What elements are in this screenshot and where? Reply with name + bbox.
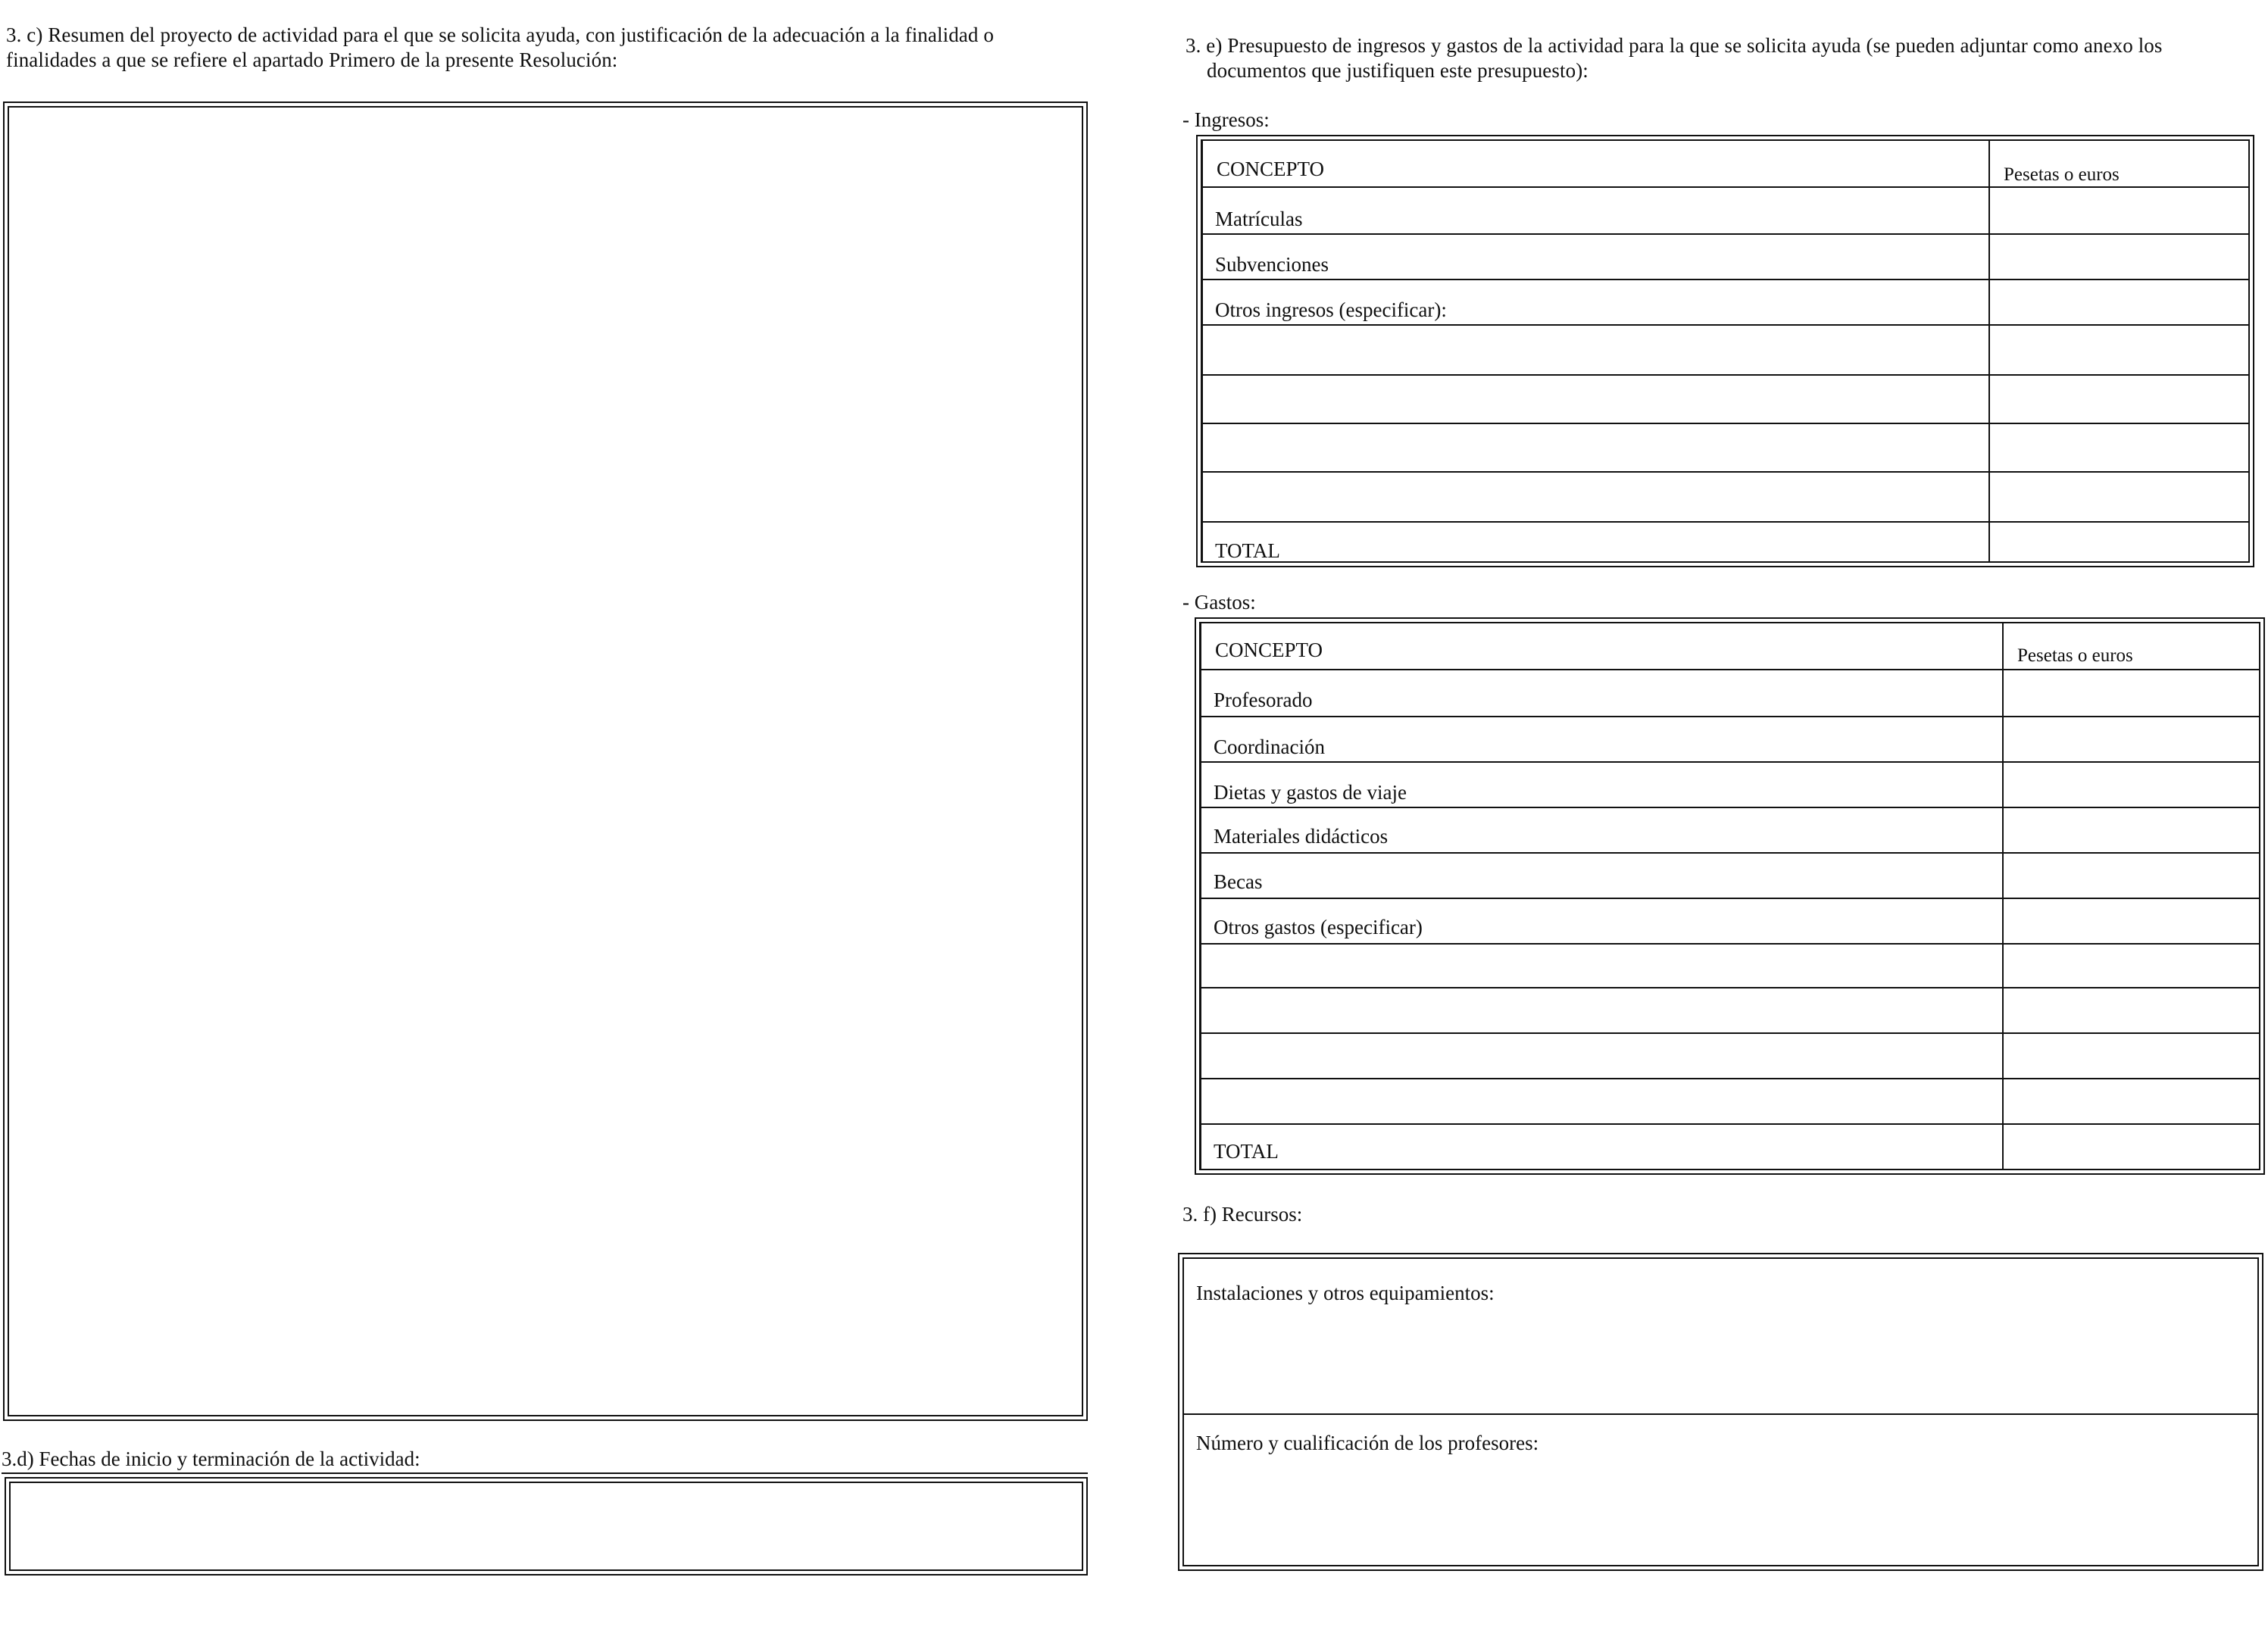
table-row[interactable] — [1203, 473, 2248, 523]
ingresos-label: - Ingresos: — [1182, 108, 1270, 131]
table-row[interactable] — [1203, 326, 2248, 376]
ingresos-row-label: Matrículas — [1215, 208, 1303, 230]
gastos-label: - Gastos: — [1182, 591, 1256, 614]
ingresos-header-amount: Pesetas o euros — [2004, 164, 2120, 185]
section-d-rule — [2, 1472, 1088, 1474]
gastos-row-label: Coordinación — [1214, 735, 1325, 758]
gastos-header-row — [1201, 623, 2259, 670]
gastos-table — [1195, 617, 2265, 1175]
section-c-heading-line2: finalidades a que se refiere el apartado Primero de la presente Resolución: — [6, 48, 618, 71]
section-e-heading — [1186, 33, 2261, 83]
gastos-row-label: Profesorado — [1214, 689, 1313, 711]
project-summary-field[interactable] — [3, 101, 1088, 1421]
table-row[interactable] — [1201, 899, 2259, 945]
section-c-heading-line1: 3. c) Resumen del proyecto de actividad para el que se solicita ayuda, con justificación de la adecuación a la finalidad o — [6, 23, 994, 46]
ingresos-row-label: Otros ingresos (especificar): — [1215, 298, 1447, 321]
section-d-heading: 3.d) Fechas de inicio y terminación de la actividad: — [2, 1447, 420, 1470]
table-row[interactable] — [1201, 763, 2259, 808]
table-row[interactable] — [1201, 1034, 2259, 1079]
ingresos-total-row[interactable] — [1203, 523, 2248, 564]
section-f-heading: 3. f) Recursos: — [1182, 1203, 1303, 1226]
table-row[interactable] — [1203, 188, 2248, 235]
section-e-heading-line1: 3. e) Presupuesto de ingresos y gastos de la actividad para la que se solicita ayuda (se pueden adjuntar como anexo los — [1186, 34, 2163, 57]
teachers-label: Número y cualificación de los profesores: — [1196, 1432, 1539, 1454]
gastos-row-label: Dietas y gastos de viaje — [1214, 781, 1407, 804]
table-row[interactable] — [1201, 988, 2259, 1034]
facilities-label: Instalaciones y otros equipamientos: — [1196, 1282, 1495, 1304]
facilities-field[interactable] — [1184, 1307, 2257, 1413]
activity-dates-field[interactable] — [5, 1477, 1088, 1575]
table-row[interactable] — [1203, 280, 2248, 326]
resources-box — [1178, 1253, 2263, 1571]
gastos-total-row[interactable] — [1201, 1125, 2259, 1170]
teachers-field[interactable] — [1184, 1457, 2257, 1556]
table-row[interactable] — [1201, 945, 2259, 988]
ingresos-header-concept: CONCEPTO — [1217, 158, 1325, 180]
ingresos-header-row — [1203, 141, 2248, 188]
gastos-row-label: Becas — [1214, 870, 1263, 893]
section-c-heading — [6, 23, 1097, 73]
ingresos-table — [1196, 135, 2254, 567]
ingresos-total-label: TOTAL — [1215, 539, 1280, 562]
table-row[interactable] — [1201, 1079, 2259, 1125]
table-row[interactable] — [1203, 235, 2248, 280]
section-e-heading-line2: documentos que justifiquen este presupuesto): — [1207, 59, 1589, 82]
gastos-total-label: TOTAL — [1214, 1140, 1279, 1163]
ingresos-row-label: Subvenciones — [1215, 253, 1329, 276]
table-row[interactable] — [1201, 808, 2259, 854]
table-row[interactable] — [1201, 670, 2259, 717]
gastos-header-concept: CONCEPTO — [1215, 639, 1323, 661]
table-row[interactable] — [1201, 854, 2259, 899]
table-row[interactable] — [1203, 376, 2248, 424]
gastos-row-label: Otros gastos (especificar) — [1214, 916, 1423, 938]
gastos-row-label: Materiales didácticos — [1214, 825, 1389, 848]
table-row[interactable] — [1201, 717, 2259, 763]
table-row[interactable] — [1203, 424, 2248, 473]
gastos-header-amount: Pesetas o euros — [2017, 645, 2133, 666]
